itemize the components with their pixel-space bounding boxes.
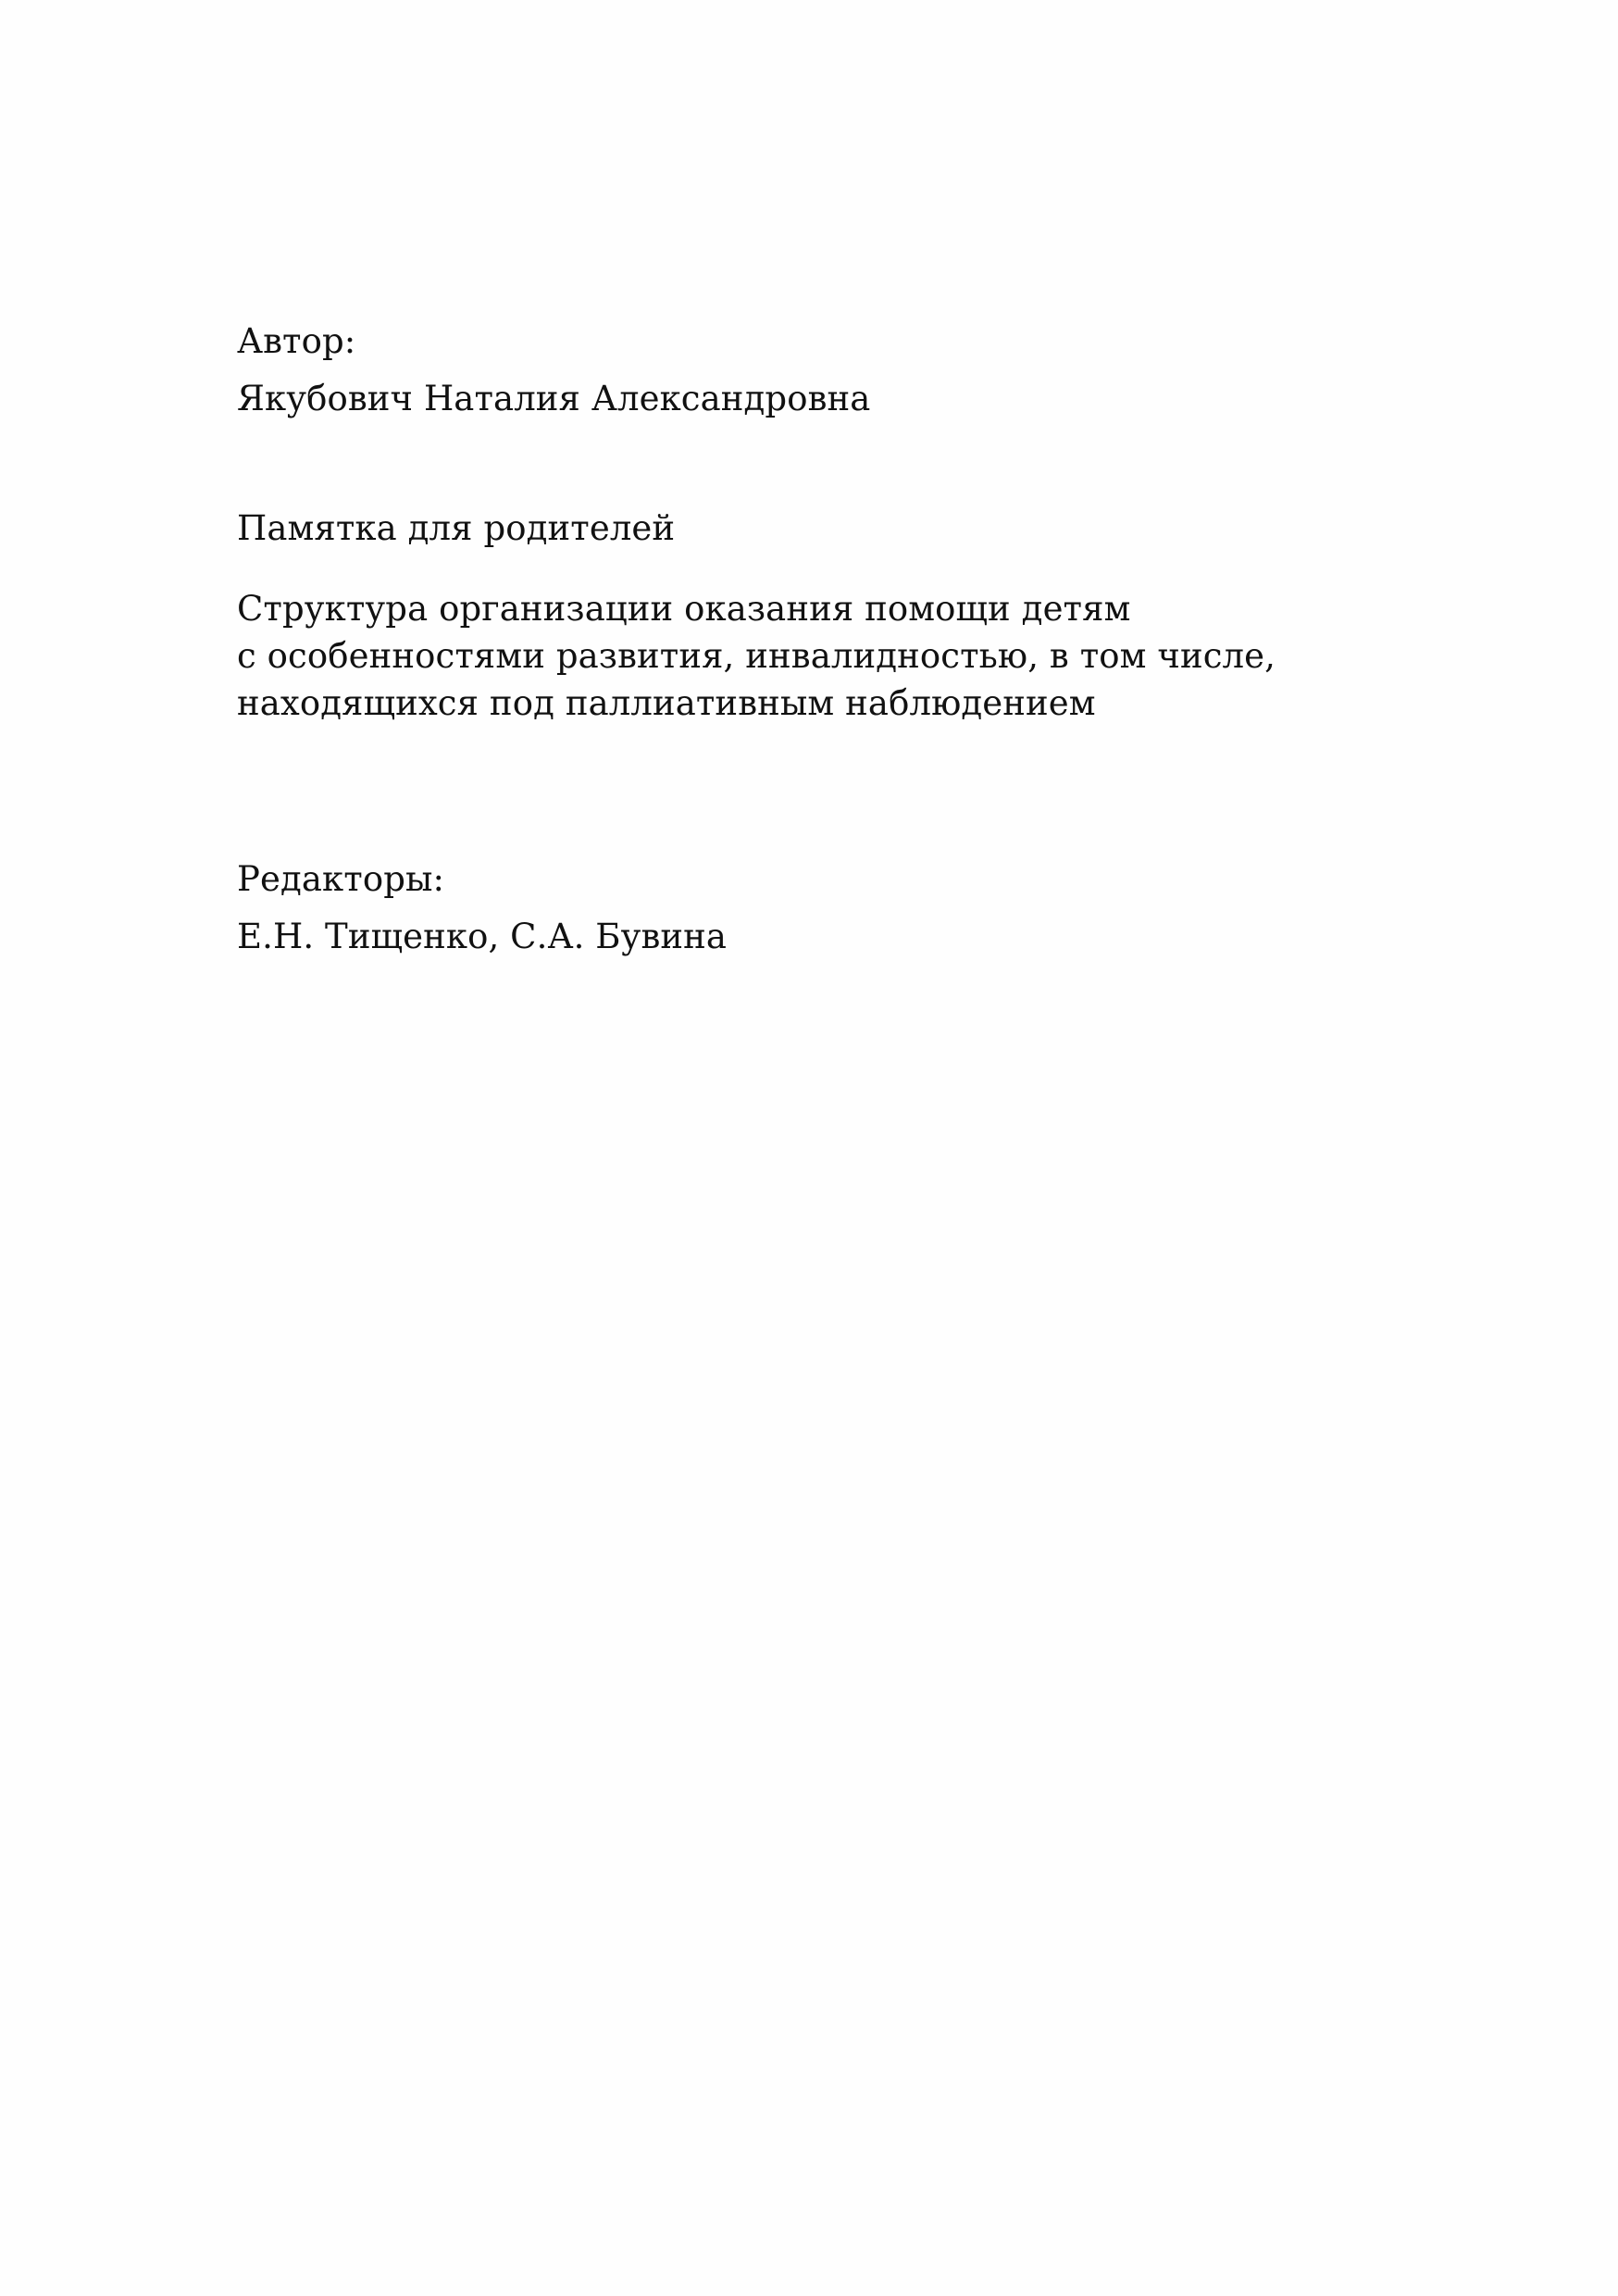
memo-subtitle (237, 585, 1276, 727)
author-name: Якубович Наталия Александровна (237, 379, 871, 418)
author-label: Автор: (237, 321, 356, 361)
memo-subtitle-line: с особенностями развития, инвалидностью, в том числе, (237, 636, 1276, 676)
memo-subtitle-line: находящихся под паллиативным наблюдением (237, 683, 1096, 723)
memo-title: Памятка для родителей (237, 508, 676, 548)
editors-names: Е.Н. Тищенко, С.А. Бувина (237, 917, 728, 956)
editors-label: Редакторы: (237, 859, 445, 899)
memo-subtitle-line: Структура организации оказания помощи детям (237, 589, 1131, 629)
